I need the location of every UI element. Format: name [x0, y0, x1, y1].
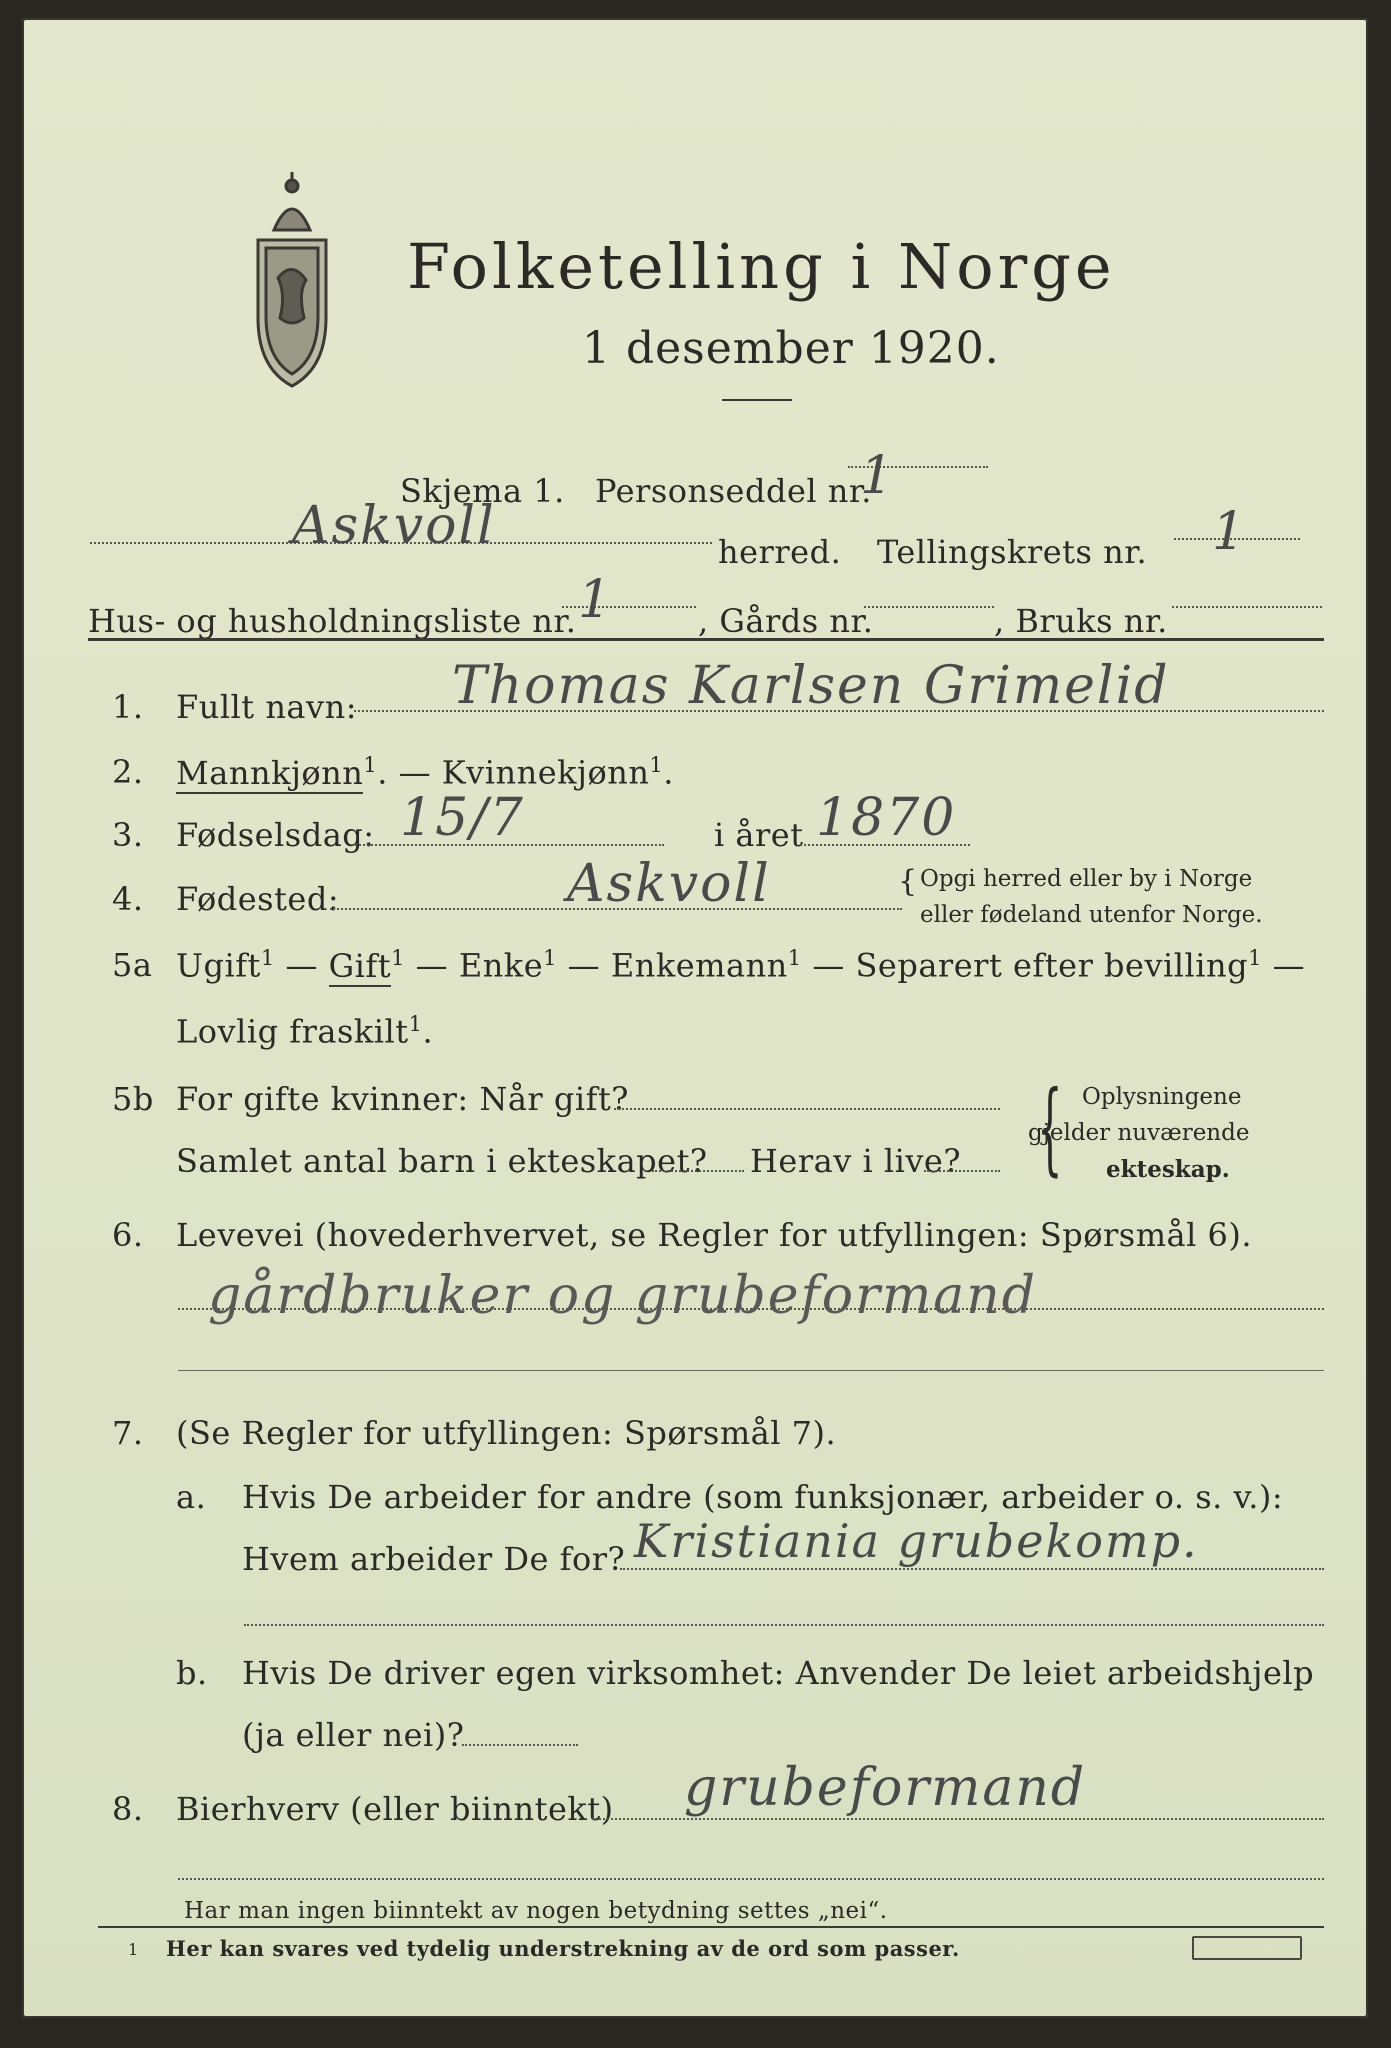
q2-number: 2. [112, 753, 144, 791]
q3-label: Fødselsdag: [176, 816, 375, 854]
hus-value: 1 [578, 570, 614, 630]
footnote-mark: 1 [128, 1940, 139, 1959]
q7a-field-2 [244, 1624, 1324, 1626]
q7b-label-2: (ja eller nei)? [242, 1716, 465, 1754]
q5b-label-2: Samlet antal barn i ekteskapet? [176, 1142, 708, 1180]
q5b-label-3: Herav i live? [750, 1142, 962, 1180]
skjema-label: Skjema 1. [400, 472, 565, 510]
q5b-alive-field [924, 1170, 1000, 1172]
q5b-brace: { [1037, 1069, 1063, 1186]
printer-stamp [1192, 1936, 1302, 1960]
hus-label: Hus- og husholdningsliste nr. [88, 602, 577, 640]
q2-options: Mannkjønn$^1$. — Kvinnekjønn$^1$. [176, 753, 674, 792]
personseddel-value: 1 [860, 446, 896, 506]
q7-label: (Se Regler for utfyllingen: Spørsmål 7). [176, 1414, 837, 1452]
q5a-separert-option: Separert efter bevilling [855, 946, 1249, 985]
q7b-letter: b. [176, 1654, 208, 1692]
q5b-label-1: For gifte kvinner: Når gift? [176, 1080, 629, 1118]
q5a-lovlig: Lovlig fraskilt$^1$. [176, 1012, 434, 1051]
q7a-letter: a. [176, 1478, 207, 1516]
q5b-married-field [614, 1108, 1000, 1110]
q7a-field [620, 1568, 1324, 1570]
census-form [22, 18, 1368, 2018]
q1-value: Thomas Karlsen Grimelid [452, 656, 1170, 716]
q5a-lovlig-option: Lovlig fraskilt [176, 1012, 409, 1051]
q3-year-label: i året [714, 816, 804, 854]
q7-number: 7. [112, 1414, 144, 1452]
q3-year-value: 1870 [816, 788, 957, 848]
q4-label: Fødested: [176, 880, 340, 918]
herred-value: Askvoll [292, 496, 496, 556]
q7a-label-2: Hvem arbeider De for? [242, 1540, 626, 1578]
q5a-enke-option: Enke [458, 946, 544, 985]
q6-number: 6. [112, 1216, 144, 1254]
q7b-label-1: Hvis De driver egen virksomhet: Anvender De leiet arbeidshjelp [242, 1654, 1315, 1692]
gards-field [864, 606, 994, 608]
q7a-label-1: Hvis De arbeider for andre (som funksjonær, arbeider o. s. v.): [242, 1478, 1284, 1516]
q8-value: grubeformand [684, 1758, 1087, 1818]
q7a-value: Kristiania grubekomp. [634, 1514, 1199, 1568]
q5a-ugift-option: Ugift [176, 946, 261, 985]
q5b-note-3: ekteskap. [1106, 1156, 1230, 1183]
gards-label: , Gårds nr. [698, 602, 874, 640]
q4-value: Askvoll [567, 854, 771, 914]
footer-note: Har man ingen biinntekt av nogen betydning settes „nei“. [184, 1898, 888, 1924]
header-rule [88, 638, 1324, 641]
q8-number: 8. [112, 1790, 144, 1828]
q6-label: Levevei (hovederhvervet, se Regler for utfyllingen: Spørsmål 6). [176, 1216, 1253, 1254]
q5a-options: Ugift$^1$ — Gift$^1$ — Enke$^1$ — Enkemann$^1$ — Separert efter bevilling$^1$ — [176, 946, 1306, 985]
q5b-children-field [652, 1170, 744, 1172]
q6-field-1 [178, 1308, 1324, 1310]
q8-field-2 [178, 1878, 1324, 1880]
q6-field-2 [178, 1370, 1324, 1371]
q4-brace: { [898, 864, 918, 899]
q5b-note-2: gjelder nuværende [1028, 1120, 1250, 1146]
q3-number: 3. [112, 816, 144, 854]
q5b-number: 5b [112, 1080, 154, 1118]
footnote: Her kan svares ved tydelig understrekning av de ord som passer. [166, 1936, 960, 1961]
q4-number: 4. [112, 880, 144, 918]
q5a-enkemann-option: Enkemann [610, 946, 788, 985]
divider [722, 399, 792, 401]
form-date: 1 desember 1920. [582, 323, 1000, 374]
q3-value: 15/7 [400, 788, 525, 848]
q8-field [592, 1818, 1324, 1820]
q1-number: 1. [112, 688, 144, 726]
footer-rule [98, 1926, 1324, 1928]
q5b-note-1: Oplysningene [1082, 1084, 1242, 1110]
bruks-field [1172, 606, 1322, 608]
q6-value: gårdbruker og grubeformand [208, 1266, 1038, 1326]
coat-of-arms-icon [244, 168, 340, 394]
q4-note-1: Opgi herred eller by i Norge [920, 866, 1253, 892]
q2-male-option: Mannkjønn [176, 753, 364, 792]
form-title: Folketelling i Norge [407, 230, 1116, 303]
q2-female-option: Kvinnekjønn [441, 753, 650, 792]
q4-note-2: eller fødeland utenfor Norge. [920, 902, 1263, 928]
herred-label: herred. [718, 533, 842, 571]
bruks-label: , Bruks nr. [994, 602, 1168, 640]
personseddel-label: Personseddel nr. [595, 472, 872, 510]
q8-label: Bierhverv (eller biinntekt) [176, 1790, 614, 1828]
q5a-gift-option: Gift [328, 946, 392, 985]
q7b-field [462, 1744, 578, 1746]
q5a-number: 5a [112, 946, 153, 984]
tellingskrets-label: Tellingskrets nr. [877, 533, 1148, 571]
q1-label: Fullt navn: [176, 688, 357, 726]
tellingskrets-value: 1 [1212, 502, 1248, 562]
